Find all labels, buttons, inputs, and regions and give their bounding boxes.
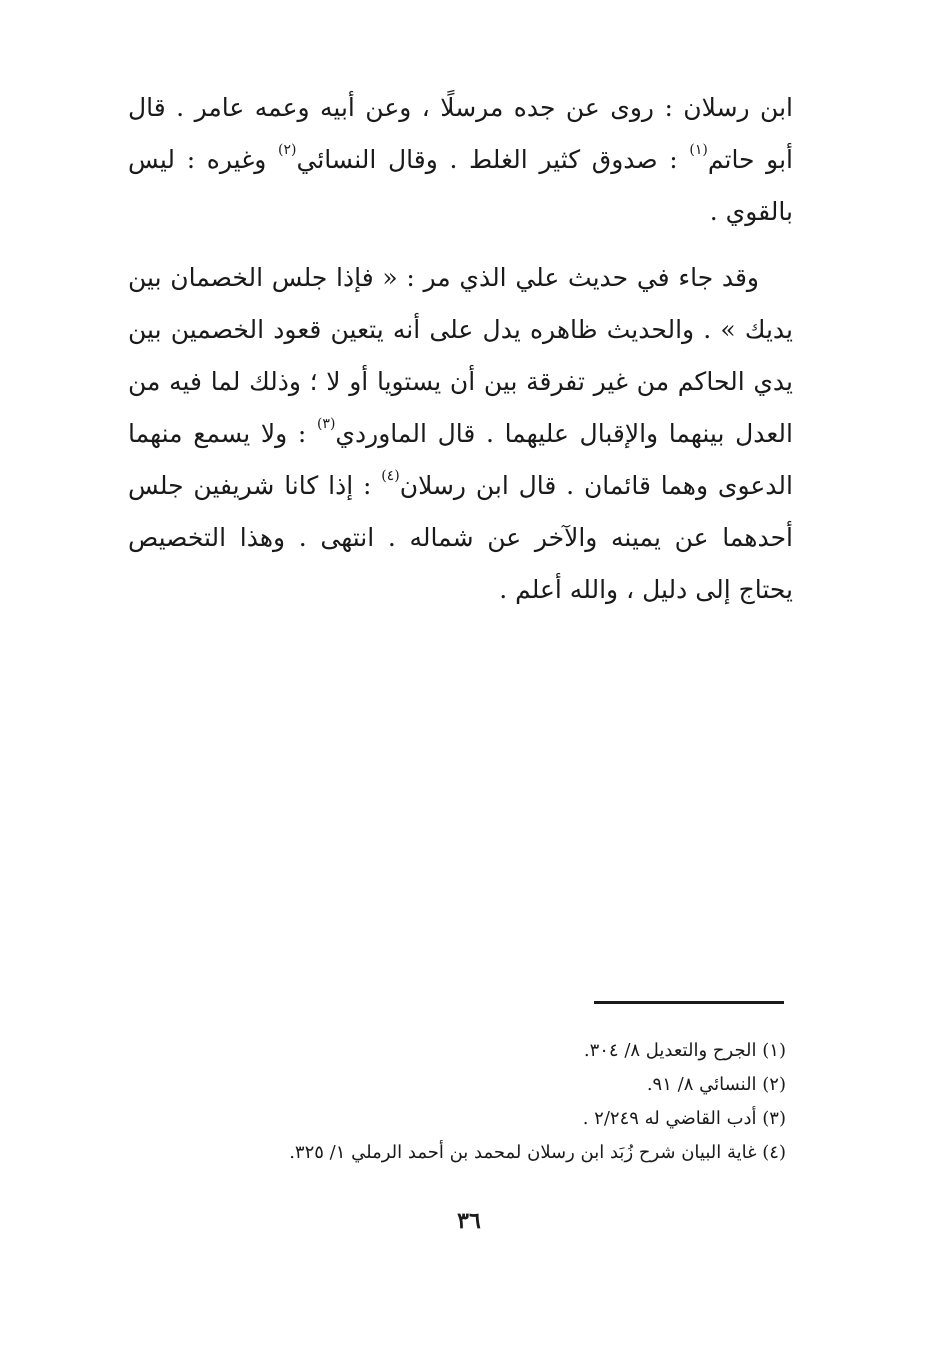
footnote-divider: [594, 1001, 784, 1004]
page-number: ٣٦: [457, 1208, 481, 1234]
paragraph-1: [128, 82, 793, 238]
footnote-ref-4: (٤): [381, 468, 400, 484]
main-text: [128, 82, 793, 616]
footnote-3: (٣) أدب القاضي له ٢/٢٤٩ .: [582, 1108, 786, 1129]
text-segment: : صدوق كثير الغلط . وقال النسائي: [296, 145, 690, 174]
paragraph-2: [128, 252, 793, 616]
footnote-2: (٢) النسائي ٨/ ٩١.: [646, 1074, 786, 1095]
footnote-ref-3: (٣): [316, 416, 336, 432]
footnote-4: (٤) غاية البيان شرح زُبَد ابن رسلان لمحمد بن أحمد الرملي ١/ ٣٢٥.: [289, 1142, 786, 1163]
footnotes: [200, 1034, 786, 1170]
footnote-ref-2: (٢): [278, 142, 297, 158]
text-segment: وقد جاء في حديث علي الذي مر : « فإذا جلس الخصمان بين يديك » . والحديث ظاهره يدل على أنه يتعين قعود الخصمين بين يدي الحاكم من غير تفرقة بين أن يستويا أو لا ؛ وذلك لما فيه من العدل بينهما والإقبال عليهما . قال الماوردي: [128, 263, 793, 448]
text-segment: : إذا كانا شريفين جلس أحدهما عن يمينه والآخر عن شماله . انتهى . وهذا التخصيص يحتاج إلى دليل ، والله أعلم .: [128, 471, 793, 604]
text-segment: ابن رسلان : روى عن جده مرسلًا ، وعن أبيه وعمه عامر . قال أبو حاتم: [128, 93, 793, 174]
footnote-ref-1: (١): [689, 142, 708, 158]
footnote-1: (١) الجرح والتعديل ٨/ ٣٠٤.: [583, 1040, 786, 1061]
text-segment: : ولا يسمع منهما الدعوى وهما قائمان . قال ابن رسلان: [128, 419, 793, 500]
text-segment: وغيره : ليس بالقوي .: [128, 145, 793, 226]
